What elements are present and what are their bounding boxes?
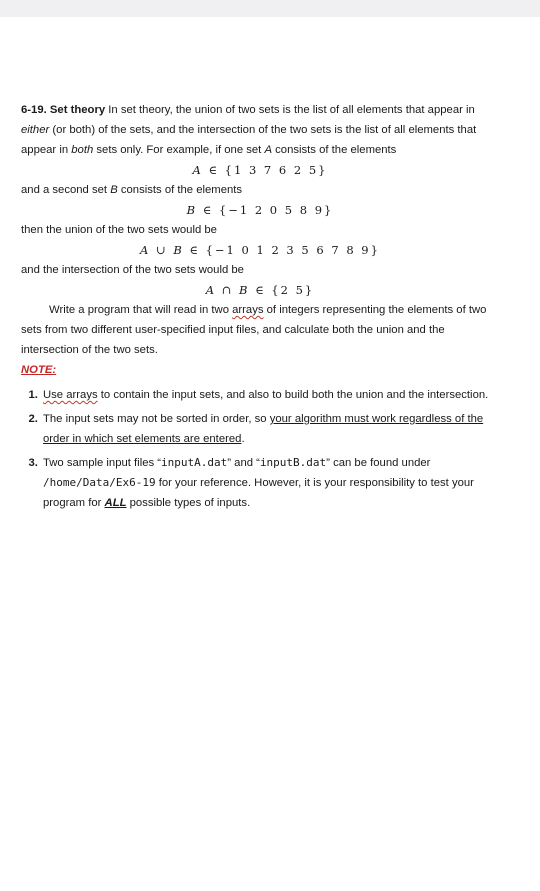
text: ” can be found under: [326, 457, 431, 469]
top-bar: [0, 0, 540, 17]
eq-elements: ∈ {2 5}: [249, 283, 315, 297]
text: and a second set: [21, 184, 111, 196]
eq-var: A: [205, 283, 217, 297]
note-label: NOTE: [21, 364, 53, 376]
equation-set-a: [21, 160, 499, 180]
text: possible types of inputs.: [126, 497, 251, 509]
note-item-2: [41, 409, 499, 449]
text: Two sample input files “: [43, 457, 162, 469]
text: to contain the input sets, and also to build both the union and the intersection.: [97, 389, 489, 401]
arrays-word: arrays: [232, 304, 264, 316]
note-heading: [21, 360, 499, 380]
intro-paragraph: [21, 100, 499, 160]
eq-var: B: [239, 283, 250, 297]
task-paragraph: [21, 300, 499, 360]
intro-text: (or both) of the sets, and the intersection of the two sets is the list of all elements that appear in: [21, 124, 477, 156]
union-text: then the union of the two sets would be: [21, 224, 217, 236]
set-a-name: A: [264, 144, 272, 156]
problem-title: 6-19. Set theory: [21, 104, 106, 116]
set-b-name: B: [110, 184, 118, 196]
eq-elements: ∈ {1 3 7 6 2 5}: [202, 163, 328, 177]
equation-intersection: [21, 280, 499, 300]
use-arrays-phrase: Use arrays: [43, 389, 98, 401]
both-word: both: [71, 144, 94, 156]
note-item-3: [41, 453, 499, 513]
intro-text: In set theory, the union of two sets is the list of all elements that appear in: [105, 104, 475, 116]
all-word: ALL: [104, 497, 127, 509]
note-colon: :: [52, 364, 57, 376]
equation-union: [21, 240, 499, 260]
text: for your reference. However, it is your responsibility to test your program for: [43, 477, 474, 509]
eq-var: B: [173, 243, 184, 257]
eq-var: A: [192, 163, 203, 177]
file-b-name: inputB.dat: [259, 456, 327, 469]
intersection-text: and the intersection of the two sets would be: [21, 264, 244, 276]
intro-text: sets only. For example, if one set: [93, 144, 265, 156]
intro-text: consists of the elements: [272, 144, 397, 156]
either-word: either: [21, 124, 50, 136]
text: Write a program that will read in two: [49, 304, 233, 316]
text: of integers representing the elements of two sets from two different user-specified input files, and calculate both the union and the intersection of the two sets.: [21, 304, 487, 356]
text: consists of the elements: [117, 184, 243, 196]
text: .: [241, 433, 245, 445]
file-a-name: inputA.dat: [161, 456, 228, 469]
eq-elements: ∈ {−1 2 0 5 8 9}: [197, 203, 334, 217]
note-list: [21, 385, 499, 513]
data-path: /home/Data/Ex6-19: [43, 476, 156, 489]
algorithm-phrase: your algorithm must work regardless of the order in which set elements are entered: [43, 413, 484, 445]
eq-var: B: [186, 203, 198, 217]
text: The input sets may not be sorted in order, so: [43, 413, 270, 425]
eq-op: ∩: [216, 283, 240, 297]
eq-elements: ∈ {−1 0 1 2 3 5 6 7 8 9}: [183, 243, 380, 257]
text: ” and “: [227, 457, 260, 469]
note-item-1: [41, 385, 499, 405]
problem-page: [21, 100, 499, 517]
equation-set-b: [21, 200, 499, 220]
eq-op: ∪: [150, 243, 174, 257]
second-set-text: [21, 180, 499, 200]
eq-var: A: [140, 243, 151, 257]
